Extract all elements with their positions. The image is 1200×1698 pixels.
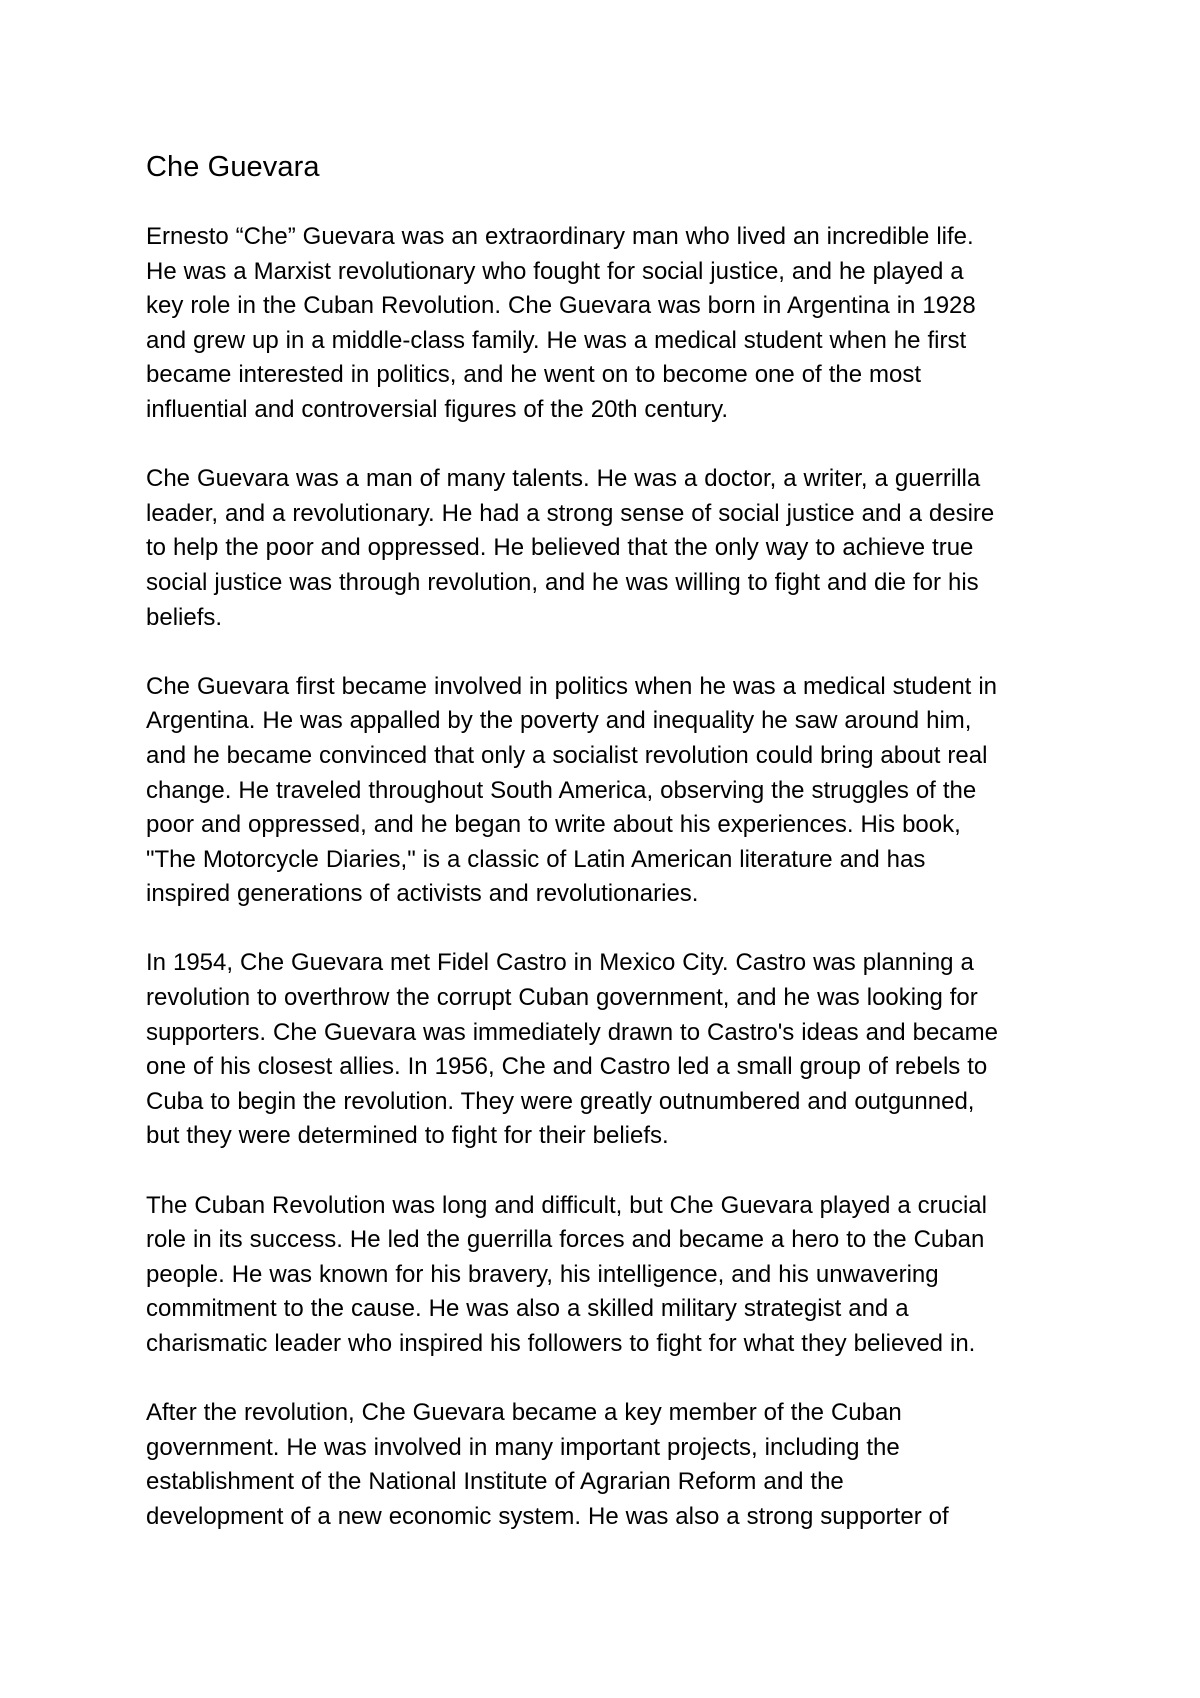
text-line: leader, and a revolutionary. He had a strong sense of social justice and a desire <box>146 499 995 527</box>
paragraph-revolution <box>146 1189 1076 1362</box>
text-line: The Cuban Revolution was long and difficult, but Che Guevara played a crucial <box>146 1191 987 1219</box>
text-line: "The Motorcycle Diaries," is a classic of Latin American literature and has <box>146 845 926 873</box>
text-line: He was a Marxist revolutionary who fought for social justice, and he played a <box>146 257 964 285</box>
text-line: and he became convinced that only a socialist revolution could bring about real <box>146 741 988 769</box>
text-line: development of a new economic system. He was also a strong supporter of <box>146 1502 949 1530</box>
text-line: but they were determined to fight for their beliefs. <box>146 1122 669 1150</box>
text-line: key role in the Cuban Revolution. Che Guevara was born in Argentina in 1928 <box>146 292 976 320</box>
document-title: Che Guevara <box>146 151 320 183</box>
text-line: After the revolution, Che Guevara became a key member of the Cuban <box>146 1399 902 1427</box>
text-line: Che Guevara was a man of many talents. He was a doctor, a writer, a guerrilla <box>146 465 981 493</box>
paragraph-intro <box>146 220 1076 428</box>
text-line: became interested in politics, and he went on to become one of the most <box>146 361 922 389</box>
text-line: one of his closest allies. In 1956, Che and Castro led a small group of rebels to <box>146 1053 988 1081</box>
paragraph-talents <box>146 462 1076 635</box>
text-line: commitment to the cause. He was also a skilled military strategist and a <box>146 1295 909 1323</box>
text-line: inspired generations of activists and revolutionaries. <box>146 880 699 908</box>
paragraph-politics <box>146 670 1076 912</box>
text-line: revolution to overthrow the corrupt Cuban government, and he was looking for <box>146 984 978 1012</box>
text-line: change. He traveled throughout South America, observing the struggles of the <box>146 776 977 804</box>
text-line: In 1954, Che Guevara met Fidel Castro in Mexico City. Castro was planning a <box>146 949 974 977</box>
text-line: establishment of the National Institute of Agrarian Reform and the <box>146 1468 844 1496</box>
text-line: Cuba to begin the revolution. They were greatly outnumbered and outgunned, <box>146 1087 975 1115</box>
text-line: people. He was known for his bravery, his intelligence, and his unwavering <box>146 1260 939 1288</box>
text-line: beliefs. <box>146 603 223 631</box>
text-line: poor and oppressed, and he began to write about his experiences. His book, <box>146 811 961 839</box>
text-line: to help the poor and oppressed. He believed that the only way to achieve true <box>146 534 974 562</box>
text-line: Ernesto “Che” Guevara was an extraordinary man who lived an incredible life. <box>146 223 974 250</box>
text-line: government. He was involved in many important projects, including the <box>146 1433 900 1461</box>
text-line: social justice was through revolution, and he was willing to fight and die for his <box>146 568 979 596</box>
paragraph-government <box>146 1396 1076 1534</box>
text-line: Che Guevara first became involved in politics when he was a medical student in <box>146 672 998 700</box>
paragraph-castro <box>146 946 1076 1154</box>
text-line: and grew up in a middle-class family. He was a medical student when he first <box>146 326 967 354</box>
text-line: charismatic leader who inspired his followers to fight for what they believed in. <box>146 1330 976 1357</box>
document-body <box>146 148 1076 1569</box>
text-line: supporters. Che Guevara was immediately drawn to Castro's ideas and became <box>146 1018 998 1046</box>
text-line: Argentina. He was appalled by the poverty and inequality he saw around him, <box>146 707 972 735</box>
text-line: influential and controversial figures of the 20th century. <box>146 395 728 423</box>
text-line: role in its success. He led the guerrilla forces and became a hero to the Cuban <box>146 1226 985 1254</box>
